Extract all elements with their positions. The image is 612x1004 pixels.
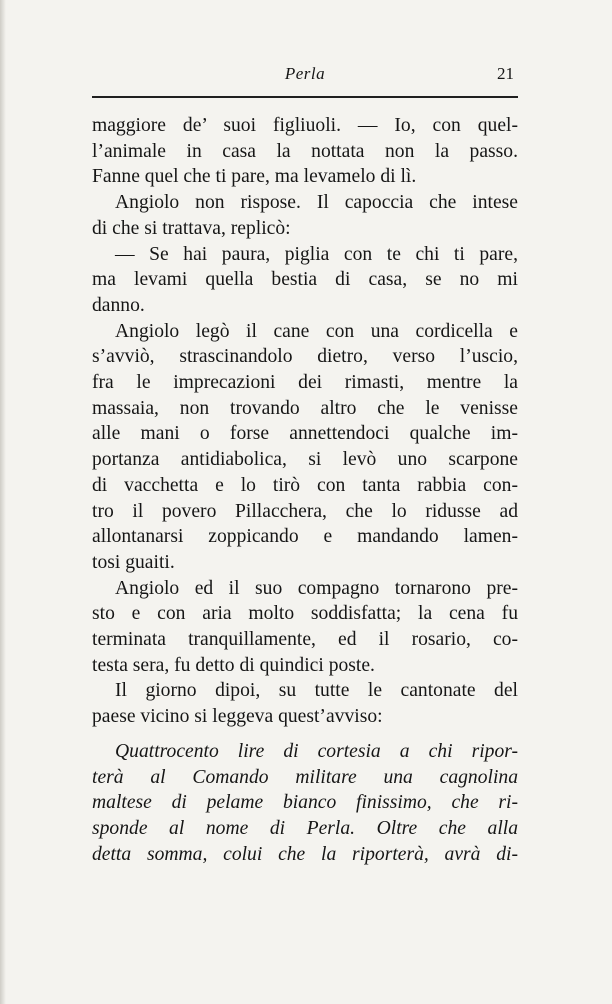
text-line: fra le imprecazioni dei rimasti, mentre la xyxy=(92,372,518,394)
text-line: ma levami quella bestia di casa, se no mi xyxy=(92,269,518,291)
text-line: Fanne quel che ti pare, ma levamelo di lì. xyxy=(92,166,417,188)
text-line: tro il povero Pillacchera, che lo ridusse ad xyxy=(92,500,518,522)
text-line: testa sera, fu detto di quindici poste. xyxy=(92,654,375,676)
text-line: di che si trattava, replicò: xyxy=(92,217,291,239)
notice-line: Quattrocento lire di cortesia a chi ripor- xyxy=(115,741,518,762)
text-line: Il giorno dipoi, su tutte le cantonate del xyxy=(115,680,518,702)
text-line: sto e con aria molto soddisfatta; la cena fu xyxy=(92,603,518,625)
body-text xyxy=(92,113,518,730)
notice-line: terà al Comando militare una cagnolina xyxy=(92,766,518,788)
text-line: massaia, non trovando altro che le venisse xyxy=(92,397,518,419)
text-line: allontanarsi zoppicando e mandando lamen- xyxy=(92,526,518,548)
text-line: danno. xyxy=(92,294,145,316)
notice-line: sponde al nome di Perla. Oltre che alla xyxy=(92,818,518,840)
page-number: 21 xyxy=(497,64,514,83)
header-rule xyxy=(92,96,518,98)
text-line: Angiolo legò il cane con una cordicella e xyxy=(115,320,518,342)
text-line: — Se hai paura, piglia con te chi ti pare, xyxy=(115,243,518,265)
text-line: Angiolo ed il suo compagno tornarono pre- xyxy=(115,577,518,599)
text-line: tosi guaiti. xyxy=(92,551,175,573)
text-line: Angiolo non rispose. Il capoccia che intese xyxy=(115,192,518,214)
text-line: paese vicino si leggeva quest’avviso: xyxy=(92,706,383,728)
page-header xyxy=(92,58,518,90)
text-line: maggiore de’ suoi figliuoli. — Io, con quel- xyxy=(92,115,518,136)
page-edge-shadow xyxy=(0,0,6,1004)
text-line: terminata tranquillamente, ed il rosario, co- xyxy=(92,629,518,651)
running-title: Perla xyxy=(284,64,326,83)
text-line: portanza antidiabolica, si levò uno scarpone xyxy=(92,449,518,471)
text-line: l’animale in casa la nottata non la passo. xyxy=(92,140,518,162)
text-line: s’avviò, strascinandolo dietro, verso l’uscio, xyxy=(92,346,518,368)
notice-line: maltese di pelame bianco finissimo, che ri- xyxy=(92,792,518,814)
notice-line: detta somma, colui che la riporterà, avrà di- xyxy=(92,843,518,865)
text-line: alle mani o forse annettendoci qualche im- xyxy=(92,423,518,445)
text-line: di vacchetta e lo tirò con tanta rabbia con- xyxy=(92,474,518,496)
notice-text xyxy=(92,739,518,868)
